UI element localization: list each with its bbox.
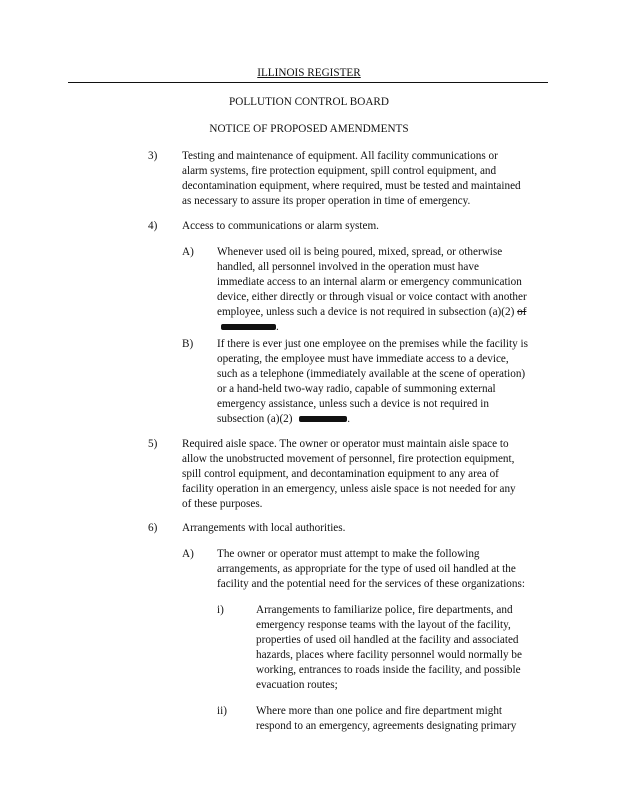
- section-6aii-line: respond to an emergency, agreements designating primary: [256, 720, 517, 732]
- struck-text: of: [517, 306, 527, 318]
- section-4a-line: device, either directly or through visual or voice contact with another: [217, 291, 527, 303]
- agency-title: POLLUTION CONTROL BOARD: [229, 96, 389, 108]
- section-6ai-line: evacuation routes;: [256, 679, 338, 691]
- redaction-mark: [299, 416, 347, 422]
- section-4b-line-text: subsection (a)(2): [217, 413, 293, 425]
- section-6ai-line: Arrangements to familiarize police, fire departments, and: [256, 604, 513, 616]
- section-4a-line: handled, all personnel involved in the operation must have: [217, 261, 479, 273]
- section-4b-line: [217, 412, 350, 427]
- period: .: [347, 413, 351, 425]
- section-3-line: Testing and maintenance of equipment. All facility communications or: [182, 150, 498, 162]
- section-5-line: Required aisle space. The owner or operator must maintain aisle space to: [182, 438, 509, 450]
- section-4b-line: operating, the employee must have immediate access to a device,: [217, 353, 509, 365]
- section-3-number: 3): [148, 150, 158, 162]
- section-5-line: allow the unobstructed movement of personnel, fire protection equipment,: [182, 453, 515, 465]
- section-4a-line: [217, 305, 526, 320]
- section-4b-line: or a hand-held two-way radio, capable of summoning external: [217, 383, 496, 395]
- section-6ai-label: i): [217, 604, 224, 616]
- section-6ai-line: emergency response teams with the layout of the facility,: [256, 619, 511, 631]
- section-6a-line: arrangements, as appropriate for the type of used oil handled at the: [217, 563, 516, 575]
- section-5-line: of these purposes.: [182, 498, 263, 510]
- redaction-mark: [221, 324, 276, 330]
- section-6-heading: Arrangements with local authorities.: [182, 522, 346, 534]
- section-4-number: 4): [148, 220, 158, 232]
- section-6a-line: facility and the potential need for the services of these organizations:: [217, 578, 525, 590]
- section-4b-label: B): [182, 338, 194, 350]
- section-6-number: 6): [148, 522, 158, 534]
- section-3-line: alarm systems, fire protection equipment, spill control equipment, and: [182, 165, 497, 177]
- section-4a-line: immediate access to an internal alarm or emergency communication: [217, 276, 522, 288]
- section-4b-line: If there is ever just one employee on the premises while the facility is: [217, 338, 528, 350]
- section-4-heading: Access to communications or alarm system.: [182, 220, 379, 232]
- register-title: ILLINOIS REGISTER: [257, 67, 361, 79]
- section-6a-line: The owner or operator must attempt to make the following: [217, 548, 480, 560]
- section-4a-line: [217, 320, 279, 335]
- section-4a-line-text: employee, unless such a device is not required in subsection (a)(2): [217, 306, 515, 318]
- section-5-line: spill control equipment, and decontamination equipment to any area of: [182, 468, 499, 480]
- section-6ai-line: working, entrances to roads inside the facility, and possible: [256, 664, 521, 676]
- section-6aii-line: Where more than one police and fire department might: [256, 705, 503, 717]
- section-5-number: 5): [148, 438, 158, 450]
- period: .: [276, 321, 279, 333]
- section-3-line: decontamination equipment, where required, must be tested and maintained: [182, 180, 521, 192]
- section-4a-line: Whenever used oil is being poured, mixed, spread, or otherwise: [217, 246, 503, 258]
- notice-title: NOTICE OF PROPOSED AMENDMENTS: [209, 123, 409, 135]
- section-6ai-line: hazards, places where facility personnel would normally be: [256, 649, 522, 661]
- section-3-line: as necessary to assure its proper operation in time of emergency.: [182, 195, 471, 207]
- header-rule: [68, 82, 548, 83]
- section-5-line: facility operation in an emergency, unless aisle space is not needed for any: [182, 483, 516, 495]
- section-6a-label: A): [182, 548, 194, 560]
- section-6ai-line: properties of used oil handled at the facility and associated: [256, 634, 519, 646]
- section-6aii-label: ii): [217, 705, 227, 717]
- section-4b-line: emergency assistance, unless such a device is not required in: [217, 398, 489, 410]
- section-4a-label: A): [182, 246, 194, 258]
- section-4b-line: such as a telephone (immediately available at the scene of operation): [217, 368, 526, 380]
